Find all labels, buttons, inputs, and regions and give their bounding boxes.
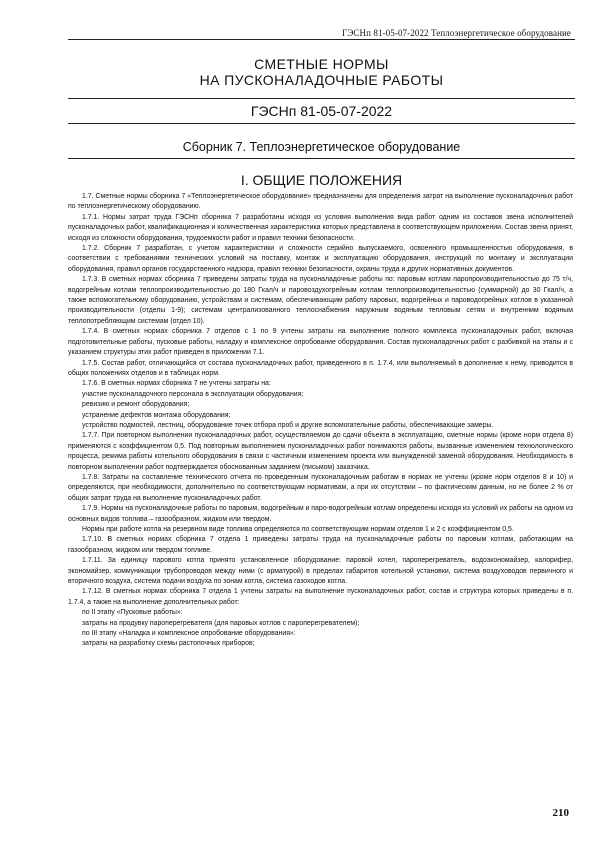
paragraph: 1.7.4. В сметных нормах сборника 7 отделов с 1 по 9 учтены затраты на выполнение полного комплекса пусконаладочных работ, включая подготовительные работы, пусковые работы, наладку и комплексное опробование оборудования. Состав пусконаладочных работ с разбивкой на этапы и с указанием структуры этих работ приведен в приложении 7.1.	[68, 328, 573, 357]
paragraph: 1.7.11. За единицу парового котла принято установленное оборудование: паровой котел, пароперегреватель, водоэкономайзер, калорифер, экономайзер, коммуникации трубопроводов между ними (с арматурой) в пределах габаритов котельной установки, система воздуховодов первичного и вторичного воздуха, система подачи воздуха по зонам котла, система газоходов котла.	[68, 557, 573, 586]
list-item: устройство подмостей, лестниц, оборудование точек отбора проб и другие вспомогательные работы, обеспечивающие замеры.	[82, 421, 494, 429]
paragraph: 1.7. Сметные нормы сборника 7 «Теплоэнергетическое оборудование» предназначены для определения затрат на выполнение пусконаладочных работ по теплоэнергетическому оборудованию.	[68, 193, 573, 211]
collection-title: Сборник 7. Теплоэнергетическое оборудование	[68, 138, 575, 159]
list-item: устранение дефектов монтажа оборудования;	[82, 411, 231, 419]
list-item: по III этапу «Наладка и комплексное опробование оборудования»:	[82, 630, 296, 638]
section-heading: I. ОБЩИЕ ПОЛОЖЕНИЯ	[240, 172, 403, 188]
body-text	[68, 192, 573, 650]
list-item: затраты на разработку схемы растопочных приборов;	[82, 640, 255, 648]
list-item: участие пусконаладочного персонала в эксплуатации оборудования;	[82, 390, 304, 398]
document-title-line-1: СМЕТНЫЕ НОРМЫ	[254, 56, 389, 72]
list-item: затраты на продувку пароперегревателя (для паровых котлов с пароперегревателем);	[82, 619, 360, 627]
paragraph: 1.7.6. В сметных нормах сборника 7 не учтены затраты на:	[82, 380, 271, 388]
document-code: ГЭСНп 81-05-07-2022	[68, 98, 575, 124]
header-rule	[68, 39, 575, 40]
list-item: по II этапу «Пусковые работы»:	[82, 609, 183, 617]
paragraph: 1.7.2. Сборник 7 разработан, с учетом характеристики и сложности серийно выпускаемого, освоенного промышленностью оборудования, в соответствии с требованиями технических условий на поставку, монтаж и эксплуатацию оборудования, инструкций по монтажу и эксплуатации оборудования, правил органов государственного надзора, правил техники безопасности, охраны труда и других нормативных документов.	[68, 245, 573, 273]
paragraph: 1.7.8. Затраты на составление технического отчета по проведенным пусконаладочным работам в нормах не учтены (кроме норм отделов 8 и 10) и определяются, при необходимости, дополнительно по соответствующим нормативам, а при их отсутствии – по фактическим данным, но не более 2 % от общих затрат труда на выполнение пусконаладочных работ.	[68, 473, 573, 502]
paragraph: Нормы при работе котла на резервном виде топлива определяются по соответствующим нормам отделов 1 и 2 с коэффициентом 0,5.	[82, 526, 514, 533]
page-number: 210	[552, 807, 569, 819]
paragraph: 1.7.10. В сметных нормах сборника 7 отдела 1 приведены затраты труда на пусконаладочные работы по паровым котлам, работающим на газообразном, жидком или твердом топливе.	[68, 536, 573, 554]
paragraph: 1.7.9. Нормы на пусконаладочные работы по паровым, водогрейным и паро-водогрейным котлам определены исходя из условий их работы на одном из основных видов топлива – газообразном, жидком или твердом.	[68, 505, 573, 523]
paragraph: 1.7.1. Нормы затрат труда ГЭСНп сборника 7 разработаны исходя из условия выполнения вида работ одним из составов звена исполнителей пусконаладочных работ, квалификационная и количественная характеристика которых представлена в соответствующем приложении. Состав звена принят, исходя из сложности оборудования, трудоемкости работ и правил техники безопасности.	[68, 213, 573, 242]
list-item: ревизию и ремонт оборудования;	[82, 401, 190, 409]
paragraph: 1.7.3. В сметных нормах сборника 7 приведены затраты труда на пусконаладочные работы по: паровым котлам паропроизводительностью до 75 т/ч, водогрейным котлам теплопроизводительностью до 180 Гкал/ч и паровоздухогрейным котлам теплопроизводительностью (суммарной) до 30 Гкал/ч, а также вспомогательному оборудованию, устройствам и системам, обеспечивающим работу паровых, водогрейных и пароводогрейных котлов в указанной производительности (отделы 1-9); системам централизованного теплоснабжения наружным водяным тепловым сетям и внутренним водяным теплопотребляющим системам (отдел 10).	[68, 276, 573, 325]
paragraph: 1.7.7. При повторном выполнении пусконаладочных работ, осуществляемом до сдачи объекта в эксплуатацию, сметные нормы (кроме норм отдела 8) применяются с коэффициентом 0,5. Под повторным выполнением пусконаладочных работ понимаются работы, вызванные изменением технологического процесса, режима работы котельного оборудования в связи с частичным изменением проекта или вынужденной заменой оборудования. Необходимость в повторном выполнении работ подтверждается обоснованным заданием (письмом) заказчика.	[68, 432, 573, 471]
paragraph: 1.7.5. Состав работ, отличающийся от состава пусконаладочных работ, приведенного в п. 1.7.4, или выполняемый в дополнение к нему, приводится в общих положениях отделов и в таблицах норм.	[68, 359, 573, 377]
document-title-line-2: НА ПУСКОНАЛАДОЧНЫЕ РАБОТЫ	[199, 72, 444, 88]
running-header: ГЭСНп 81-05-07-2022 Теплоэнергетическое оборудование	[342, 28, 571, 38]
paragraph: 1.7.12. В сметных нормах сборника 7 отдела 1 учтены затраты на выполнение пусконаладочных работ, состав и структура которых приведены в п. 1.7.4, а также на выполнение дополнительных работ:	[68, 588, 573, 606]
